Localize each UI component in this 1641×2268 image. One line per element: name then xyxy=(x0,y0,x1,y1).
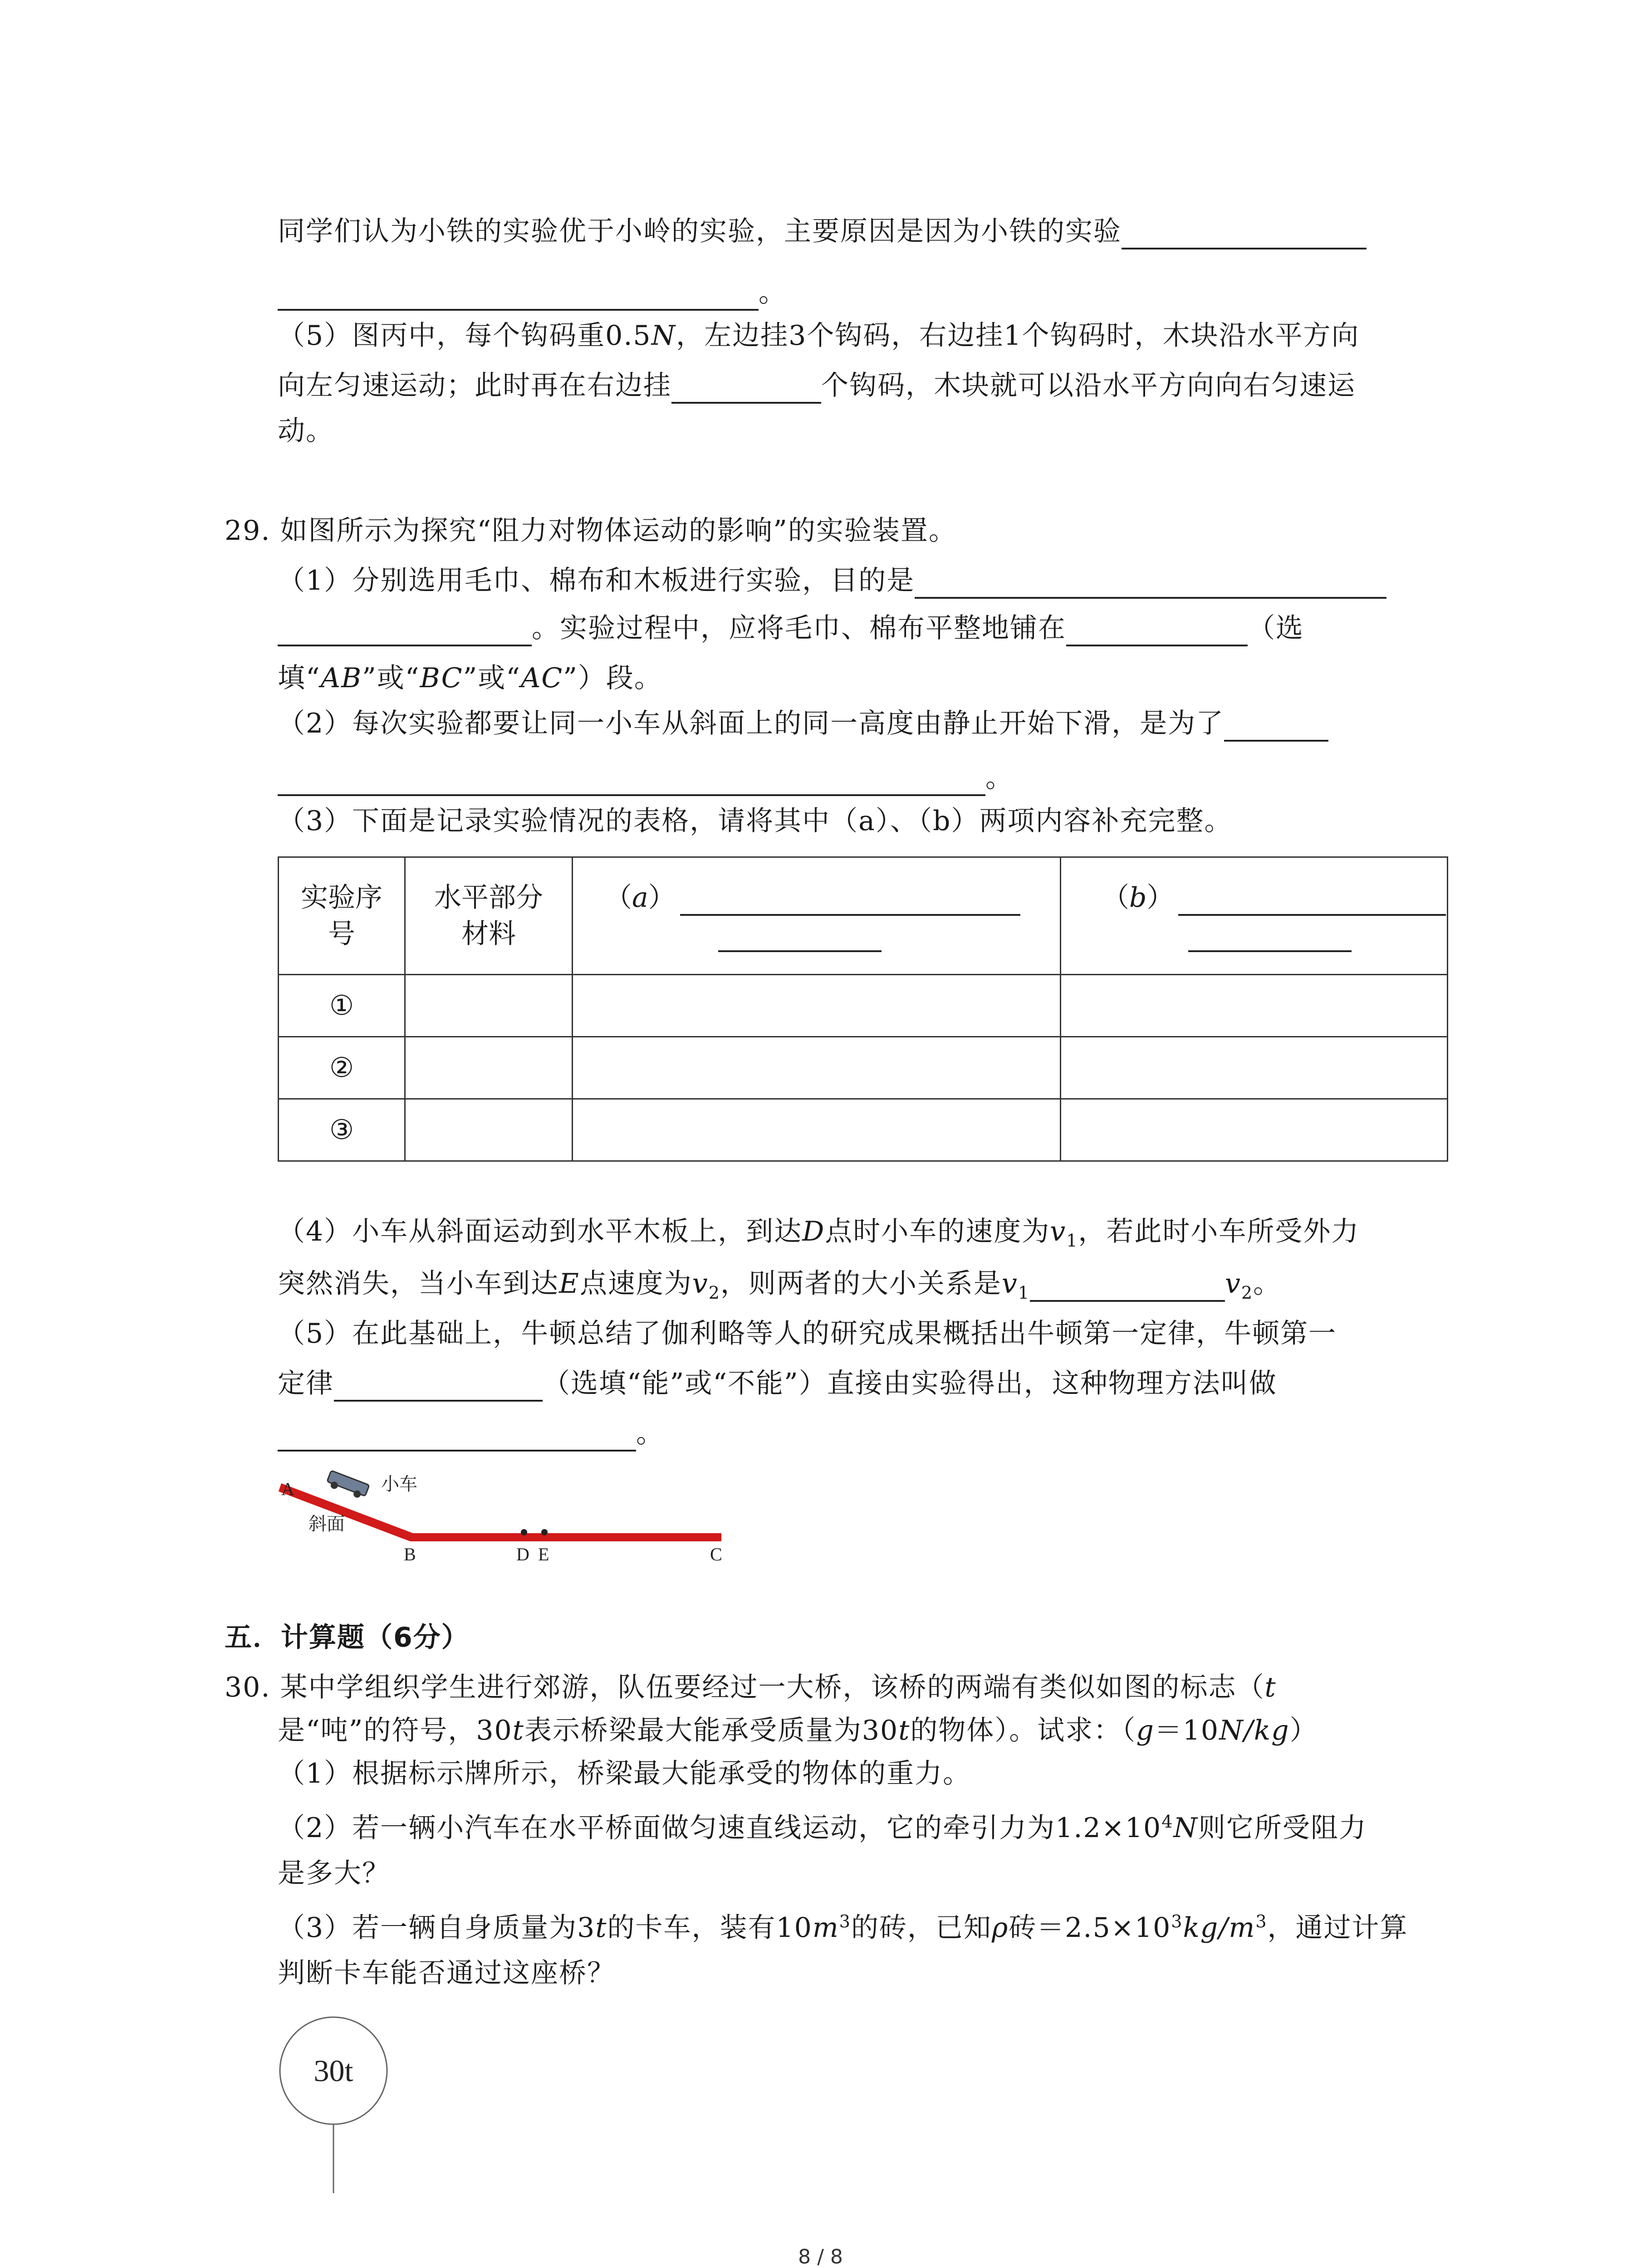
answer-blank[interactable] xyxy=(680,887,1020,916)
answer-blank[interactable] xyxy=(718,923,882,952)
q28-part5-line1: （5）图丙中，每个钩码重0.5N，左边挂3个钩码，右边挂1个钩码时，木块沿水平方向 xyxy=(278,320,1360,352)
table-cell[interactable] xyxy=(1061,1099,1448,1161)
answer-blank[interactable] xyxy=(278,767,985,796)
q29-title: 29. 如图所示为探究“阻力对物体运动的影响”的实验装置。 xyxy=(225,515,957,547)
table-header-row xyxy=(279,857,1448,975)
label-slope: 斜面 xyxy=(309,1514,345,1535)
header-trial-number: 实验序 号 xyxy=(279,857,405,975)
row-number: ② xyxy=(279,1037,405,1099)
header-b: （b） xyxy=(1061,857,1448,975)
q29-part2-line2: 。 xyxy=(278,760,1014,796)
table-cell[interactable] xyxy=(405,1037,573,1099)
answer-blank[interactable] xyxy=(278,1422,636,1452)
q29-part5-line3: 。 xyxy=(278,1415,664,1452)
track xyxy=(279,1483,721,1541)
sign-text: 30t xyxy=(314,2053,353,2088)
q30-line2: 是“吨”的符号，30t表示桥梁最大能承受质量为30t的物体）。试求：（g＝10N/kg） xyxy=(278,1715,1318,1746)
answer-blank[interactable] xyxy=(915,570,1386,599)
answer-blank[interactable] xyxy=(671,375,821,404)
label-b: B xyxy=(404,1544,416,1564)
table-row xyxy=(279,975,1448,1037)
table-cell[interactable] xyxy=(405,1099,573,1161)
table-row xyxy=(279,1099,1448,1161)
header-a: （a） xyxy=(573,857,1061,975)
q29-part5-line2: 定律 （选填“能”或“不能”）直接由实验得出，这种物理方法叫做 xyxy=(278,1365,1277,1402)
q30-part2-line2: 是多大？ xyxy=(278,1857,390,1889)
q29-part4-line1: （4）小车从斜面运动到水平木板上，到达D点时小车的速度为$v_1$，若此时小车所受外力 xyxy=(278,1216,1360,1251)
q29-part5-line1: （5）在此基础上，牛顿总结了伽利略等人的研究成果概括出牛顿第一定律，牛顿第一 xyxy=(278,1318,1337,1349)
row-number: ① xyxy=(279,975,405,1037)
q29-part4-line2: 突然消失，当小车到达E点速度为$v_2$，则两者的大小关系是$v_1$ $v_2$。 xyxy=(278,1268,1282,1303)
table-cell[interactable] xyxy=(573,975,1061,1037)
answer-blank[interactable] xyxy=(1178,887,1446,916)
weight-limit-sign xyxy=(277,2014,395,2195)
row-number: ③ xyxy=(279,1099,405,1161)
section-heading: 五．计算题（6分） xyxy=(225,1622,470,1653)
q30-part1: （1）根据标示牌所示，桥梁最大能承受的物体的重力。 xyxy=(278,1758,971,1789)
q28-line1: 同学们认为小铁的实验优于小岭的实验，主要原因是因为小铁的实验 xyxy=(278,213,1367,249)
table-cell[interactable] xyxy=(405,975,573,1037)
record-table xyxy=(278,856,1448,1162)
table-cell[interactable] xyxy=(573,1037,1061,1099)
label-a: A xyxy=(281,1479,294,1499)
q30-line1: 30. 某中学组织学生进行郊游，队伍要经过一大桥，该桥的两端有类似如图的标志（t xyxy=(225,1672,1277,1703)
answer-blank[interactable] xyxy=(278,282,759,311)
point-e-marker xyxy=(541,1529,548,1535)
answer-blank[interactable] xyxy=(334,1373,543,1402)
q29-part1-line1: （1）分别选用毛巾、棉布和木板进行实验，目的是 xyxy=(278,562,1386,599)
label-c: C xyxy=(710,1544,722,1564)
q29-part1-line2: 。实验过程中，应将毛巾、棉布平整地铺在 （选 xyxy=(278,610,1304,646)
cart-icon xyxy=(325,1471,369,1501)
q30-part3-line1: （3）若一辆自身质量为3t的卡车，装有$10m^3$的砖，已知ρ砖$=2.5\times 10^3kg/m^3$，通过计算 xyxy=(278,1911,1408,1944)
label-e: E xyxy=(538,1544,549,1564)
table-cell[interactable] xyxy=(1061,1037,1448,1099)
header-material: 水平部分 材料 xyxy=(405,857,573,975)
point-d-marker xyxy=(521,1529,527,1535)
table-cell[interactable] xyxy=(1061,975,1448,1037)
table-row xyxy=(279,1037,1448,1099)
answer-blank[interactable] xyxy=(1224,713,1328,742)
q29-part1-line3: 填“AB”或“BC”或“AC”）段。 xyxy=(278,662,662,694)
page-number: 8 / 8 xyxy=(798,2245,843,2268)
q29-part2-line1: （2）每次实验都要让同一小车从斜面上的同一高度由静止开始下滑，是为了 xyxy=(278,705,1328,742)
q30-part3-line2: 判断卡车能否通过这座桥？ xyxy=(278,1957,615,1989)
q28-line2: 。 xyxy=(278,274,787,311)
label-d: D xyxy=(516,1544,529,1564)
q30-part2-line1: （2）若一辆小汽车在水平桥面做匀速直线运动，它的牵引力为$1.2\times 10^4N$则它所受阻力 xyxy=(278,1812,1367,1844)
label-car: 小车 xyxy=(381,1474,417,1495)
answer-blank[interactable] xyxy=(1066,617,1248,646)
q29-part3: （3）下面是记录实验情况的表格，请将其中（a）、（b）两项内容补充完整。 xyxy=(278,805,1233,837)
q28-part5-line3: 动。 xyxy=(278,415,334,447)
answer-blank[interactable] xyxy=(1122,220,1367,249)
answer-blank[interactable] xyxy=(1030,1273,1225,1302)
answer-blank[interactable] xyxy=(278,617,532,646)
answer-blank[interactable] xyxy=(1188,923,1352,952)
incline-diagram xyxy=(268,1470,740,1569)
table-cell[interactable] xyxy=(573,1099,1061,1161)
q28-part5-line2: 向左匀速运动；此时再在右边挂 个钩码，木块就可以沿水平方向向右匀速运 xyxy=(278,367,1356,404)
